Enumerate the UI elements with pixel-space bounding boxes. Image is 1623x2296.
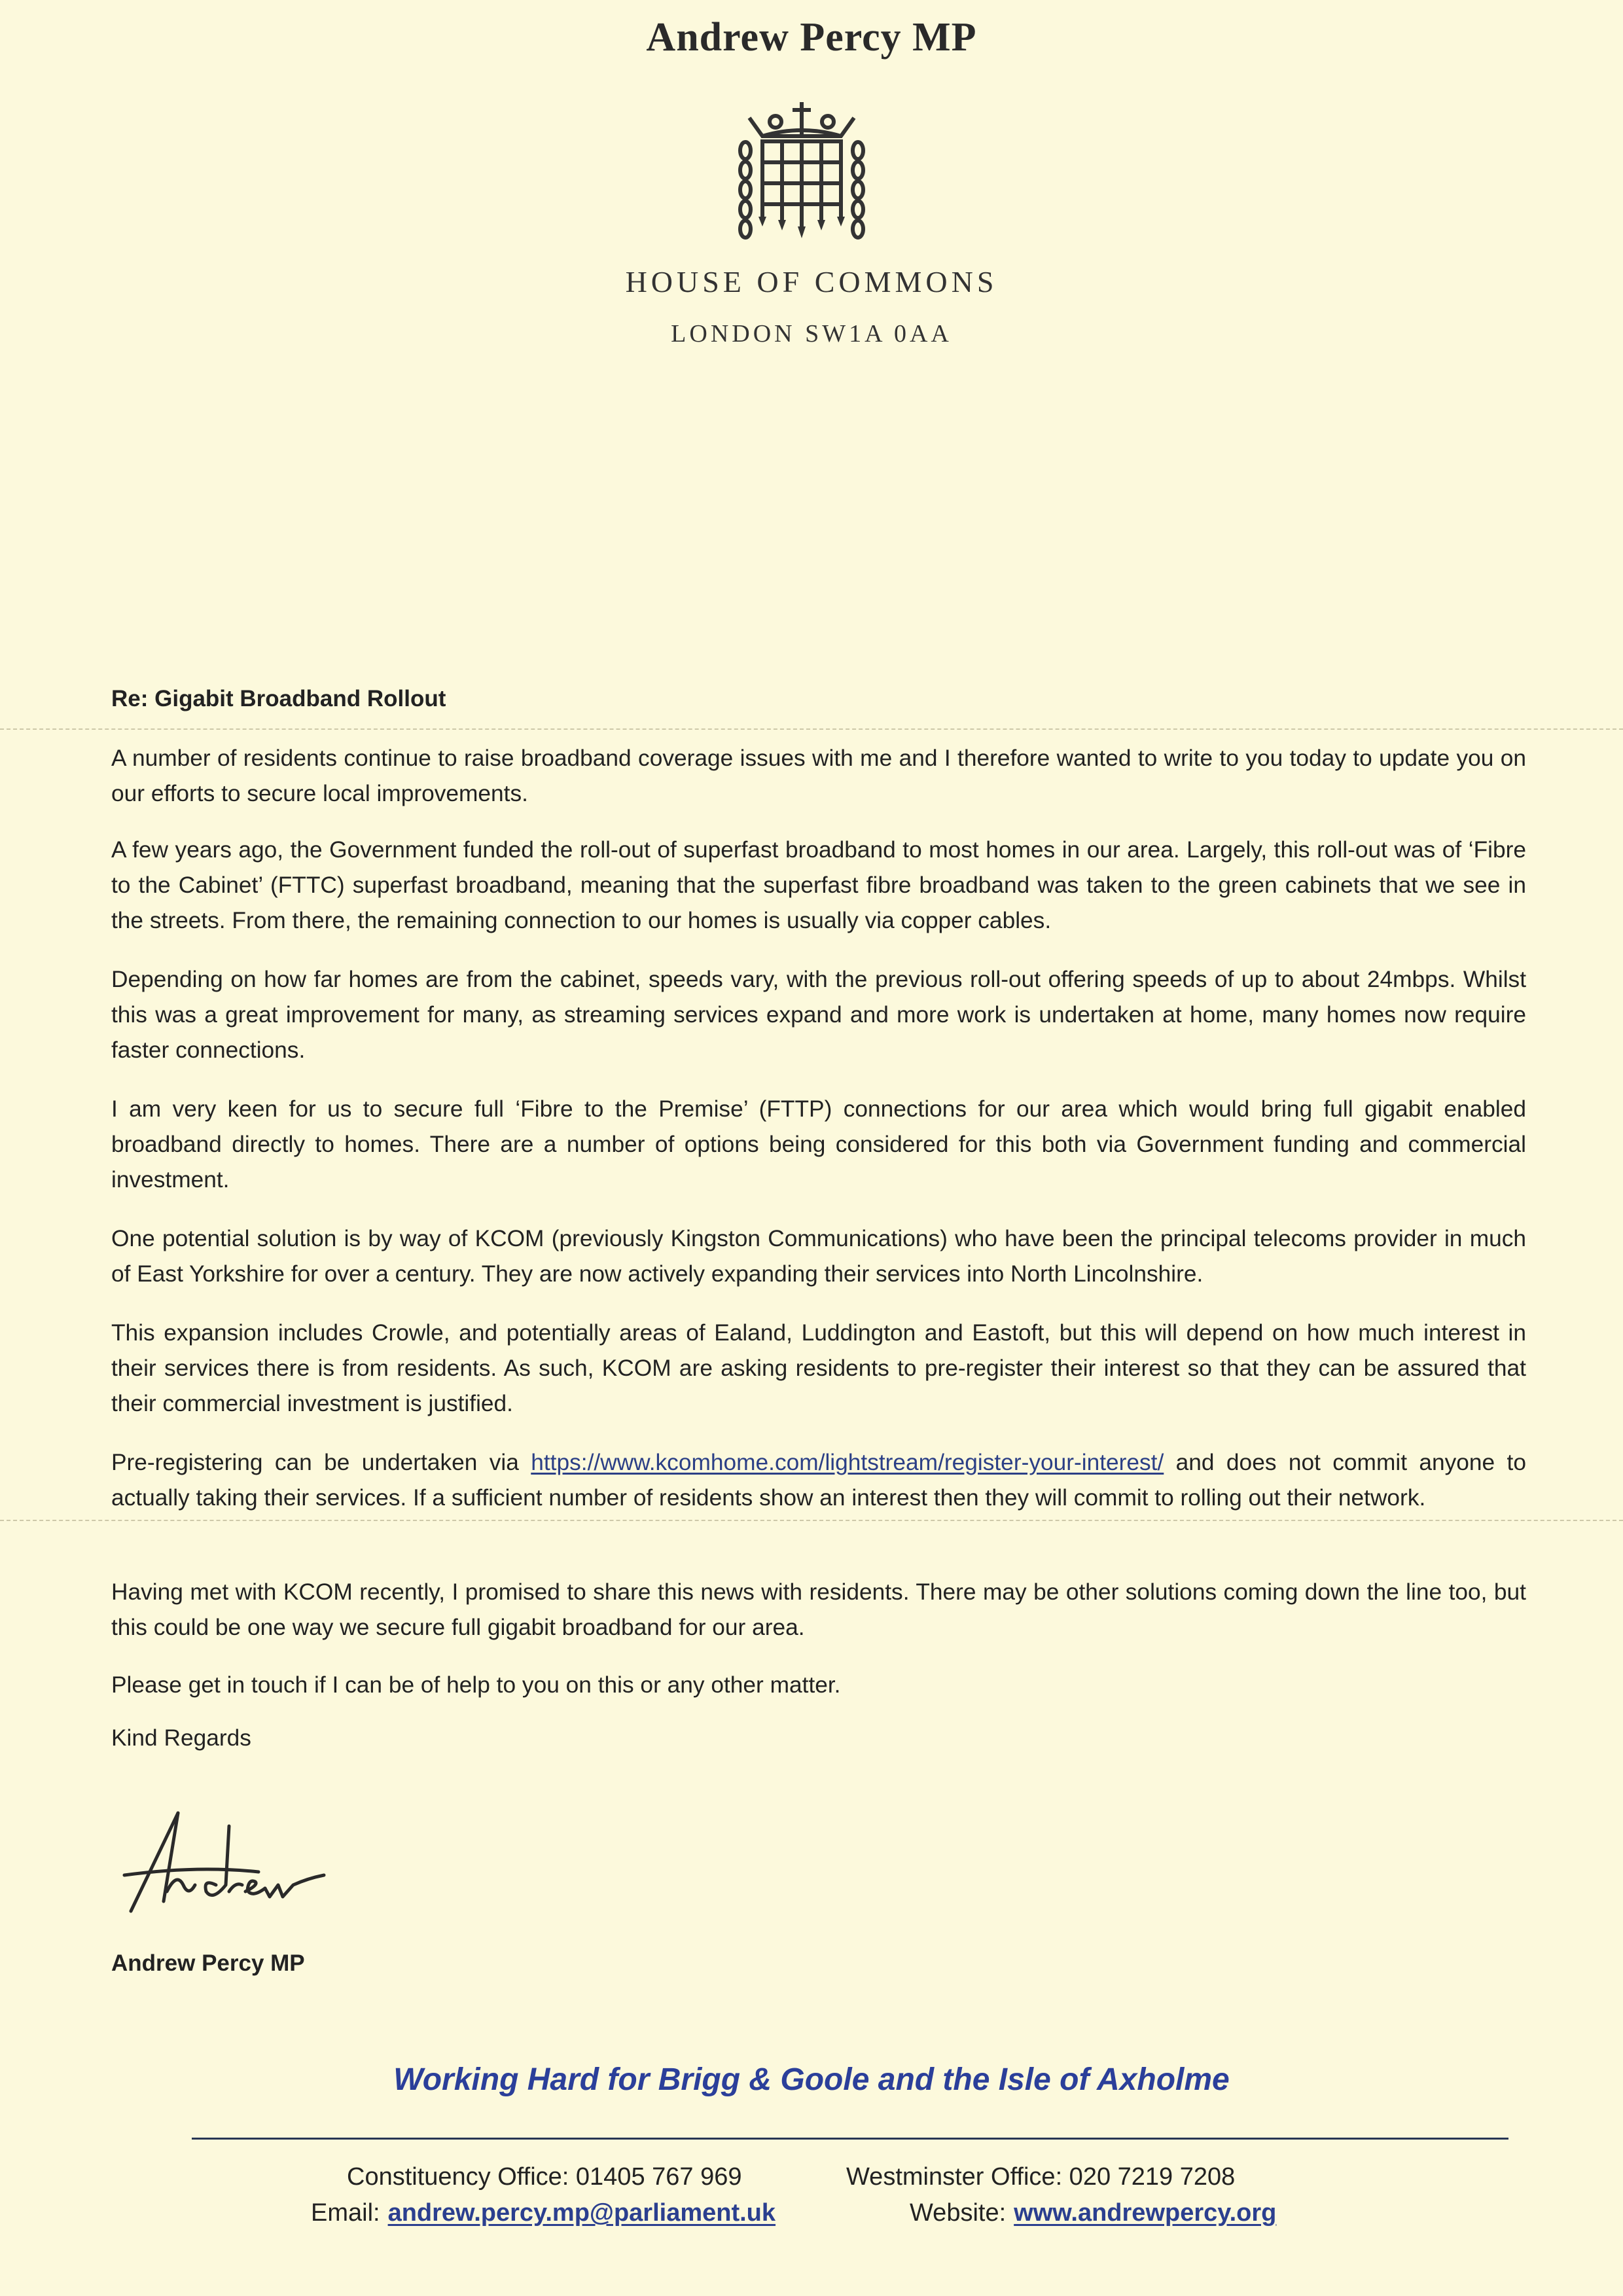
- register-text-before: Pre-registering can be undertaken via: [111, 1450, 531, 1475]
- handwritten-signature: [118, 1787, 353, 1931]
- paragraph-text: Please get in touch if I can be of help to you on this or any other matter.: [111, 1672, 841, 1698]
- house-of-commons-heading: HOUSE OF COMMONS: [625, 265, 998, 298]
- email-link[interactable]: andrew.percy.mp@parliament.uk: [387, 2199, 776, 2227]
- paper-fold-line: [0, 728, 1623, 730]
- paragraph-text: One potential solution is by way of KCOM (previously Kingston Communications) who have been the principal telecoms provider in much of East Yorkshire for over a century. They are now actively expanding their services into North Lincolnshire.: [111, 1226, 1526, 1287]
- website-link[interactable]: www.andrewpercy.org: [1014, 2199, 1277, 2227]
- letter-paragraph: [111, 1221, 1526, 1292]
- paper-fold-line: [0, 1520, 1623, 1521]
- footer-website: [910, 2199, 1276, 2227]
- paragraph-text: Having met with KCOM recently, I promised to share this news with residents. There may be other solutions coming down the line too, but this could be one way we secure full gigabit broadband for our area.: [111, 1579, 1526, 1640]
- paragraph-text: A few years ago, the Government funded the roll-out of superfast broadband to most homes in our area. Largely, this roll-out was of ‘Fibre to the Cabinet’ (FTTC) superfast broadband, meaning that the superfast fibre broadband was taken to the green cabinets that we see in the streets. From there, the remaining connection to our homes is usually via copper cables.: [111, 837, 1526, 933]
- footer-slogan: Working Hard for Brigg & Goole and the Isle of Axholme: [393, 2062, 1230, 2097]
- footer-divider: [192, 2138, 1508, 2140]
- email-label: Email:: [311, 2199, 380, 2227]
- website-label: Website:: [910, 2199, 1007, 2227]
- paragraph-text: This expansion includes Crowle, and potentially areas of Ealand, Luddington and Eastoft, but this will depend on how much interest in their services there is from residents. As such, KCOM are asking residents to pre-register their interest so that they can be assured that their commercial investment is justified.: [111, 1320, 1526, 1416]
- letterhead-name: Andrew Percy MP: [646, 15, 977, 60]
- letterhead-address: LONDON SW1A 0AA: [671, 320, 952, 348]
- westminster-office-phone: Westminster Office: 020 7219 7208: [846, 2163, 1236, 2191]
- portcullis-icon: [736, 98, 867, 243]
- letter-paragraph: [111, 741, 1526, 812]
- letter-paragraph: [111, 1092, 1526, 1198]
- register-text-after: and does not commit anyone to actually taking their services. If a sufficient number of residents show an interest then they will commit to rolling out their network.: [111, 1450, 1526, 1511]
- signatory-name: Andrew Percy MP: [111, 1950, 305, 1976]
- letter-paragraph: [111, 833, 1526, 939]
- constituency-office-phone: Constituency Office: 01405 767 969: [347, 2163, 742, 2191]
- paragraph-text: Depending on how far homes are from the cabinet, speeds vary, with the previous roll-out offering speeds of up to about 24mbps. Whilst this was a great improvement for many, as streaming services expand and more work is undertaken at home, many homes now require faster connections.: [111, 967, 1526, 1063]
- paragraph-text: A number of residents continue to raise broadband coverage issues with me and I therefore wanted to write to you today to update you on our efforts to secure local improvements.: [111, 745, 1526, 806]
- register-paragraph: [111, 1445, 1526, 1516]
- letter-subject: Re: Gigabit Broadband Rollout: [111, 686, 446, 711]
- paragraph-text: I am very keen for us to secure full ‘Fibre to the Premise’ (FTTP) connections for our area which would bring full gigabit enabled broadband directly to homes. There are a number of options being considered for this both via Government funding and commercial investment.: [111, 1096, 1526, 1193]
- register-interest-link[interactable]: https://www.kcomhome.com/lightstream/register-your-interest/: [531, 1450, 1164, 1475]
- letter-paragraph: [111, 962, 1526, 1068]
- letter-paragraph: [111, 1575, 1526, 1645]
- letter-paragraph: [111, 1668, 1526, 1703]
- sign-off: Kind Regards: [111, 1725, 251, 1751]
- footer-email: [311, 2199, 776, 2227]
- letter-paragraph: [111, 1316, 1526, 1422]
